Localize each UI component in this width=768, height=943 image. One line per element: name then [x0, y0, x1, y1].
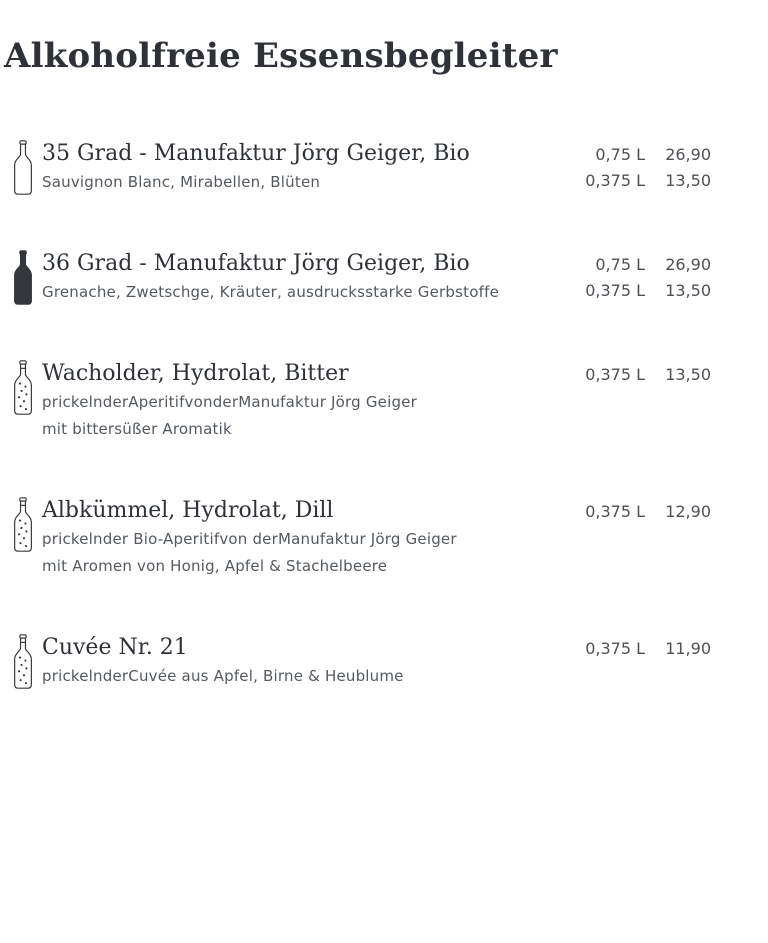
item-pricing	[569, 358, 711, 388]
item-name: Albkümmel, Hydrolat, Dill	[42, 498, 334, 523]
item-content	[42, 495, 569, 580]
price-amount: 13,50	[665, 281, 711, 300]
price-row	[569, 636, 711, 662]
price-amount: 13,50	[665, 365, 711, 384]
item-description	[42, 526, 569, 580]
item-name: 35 Grad - Manufaktur Jörg Geiger, Bio	[42, 141, 470, 166]
price-row	[569, 168, 711, 194]
bottle-size: 0,375 L	[585, 281, 645, 300]
item-content	[42, 632, 569, 690]
menu-list	[4, 138, 711, 690]
bottle-size: 0,375 L	[585, 502, 645, 521]
item-pricing	[569, 632, 711, 662]
bottle-sparkling-icon	[13, 497, 33, 552]
item-icon-col	[13, 497, 33, 552]
bottle-sparkling-icon	[13, 634, 33, 689]
item-name: Wacholder, Hydrolat, Bitter	[42, 361, 349, 386]
item-icon-col	[13, 140, 33, 195]
menu-item	[13, 632, 711, 690]
item-content	[42, 248, 569, 306]
bottle-size: 0,75 L	[595, 145, 645, 164]
item-pricing	[569, 495, 711, 525]
price-amount: 26,90	[665, 145, 711, 164]
menu-item	[13, 248, 711, 306]
price-row	[569, 278, 711, 304]
page-title: Alkoholfreie Essensbegleiter	[4, 36, 558, 76]
menu-item	[13, 358, 711, 443]
item-description-line: prickelnder Bio-Aperitifvon derManufaktur Jörg Geiger	[42, 530, 457, 548]
bottle-outline-icon	[13, 140, 33, 195]
item-description	[42, 389, 569, 443]
item-description-line: prickelnderAperitifvonderManufaktur Jörg Geiger	[42, 393, 417, 411]
price-amount: 26,90	[665, 255, 711, 274]
price-amount: 12,90	[665, 502, 711, 521]
price-row	[569, 252, 711, 278]
bottle-size: 0,375 L	[585, 639, 645, 658]
item-description-line: prickelnderCuvée aus Apfel, Birne & Heublume	[42, 667, 404, 685]
item-icon-col	[13, 634, 33, 689]
item-description-line: mit Aromen von Honig, Apfel & Stachelbeere	[42, 557, 388, 575]
item-icon-col	[13, 360, 33, 415]
bottle-sparkling-icon	[13, 360, 33, 415]
price-row	[569, 362, 711, 388]
item-content	[42, 358, 569, 443]
item-name: 36 Grad - Manufaktur Jörg Geiger, Bio	[42, 251, 470, 276]
item-description-line: Sauvignon Blanc, Mirabellen, Blüten	[42, 173, 321, 191]
bottle-filled-icon	[13, 250, 33, 305]
item-description-line: mit bittersüßer Aromatik	[42, 420, 232, 438]
bottle-size: 0,375 L	[585, 365, 645, 384]
bottle-size: 0,375 L	[585, 171, 645, 190]
item-pricing	[569, 138, 711, 194]
price-amount: 13,50	[665, 171, 711, 190]
item-pricing	[569, 248, 711, 304]
menu-item	[13, 138, 711, 196]
item-name: Cuvée Nr. 21	[42, 635, 188, 660]
menu-item	[13, 495, 711, 580]
item-icon-col	[13, 250, 33, 305]
item-description	[42, 169, 569, 196]
price-amount: 11,90	[665, 639, 711, 658]
item-description	[42, 663, 569, 690]
item-description	[42, 279, 569, 306]
item-content	[42, 138, 569, 196]
price-row	[569, 499, 711, 525]
bottle-size: 0,75 L	[595, 255, 645, 274]
price-row	[569, 142, 711, 168]
item-description-line: Grenache, Zwetschge, Kräuter, ausdrucksstarke Gerbstoffe	[42, 283, 499, 301]
